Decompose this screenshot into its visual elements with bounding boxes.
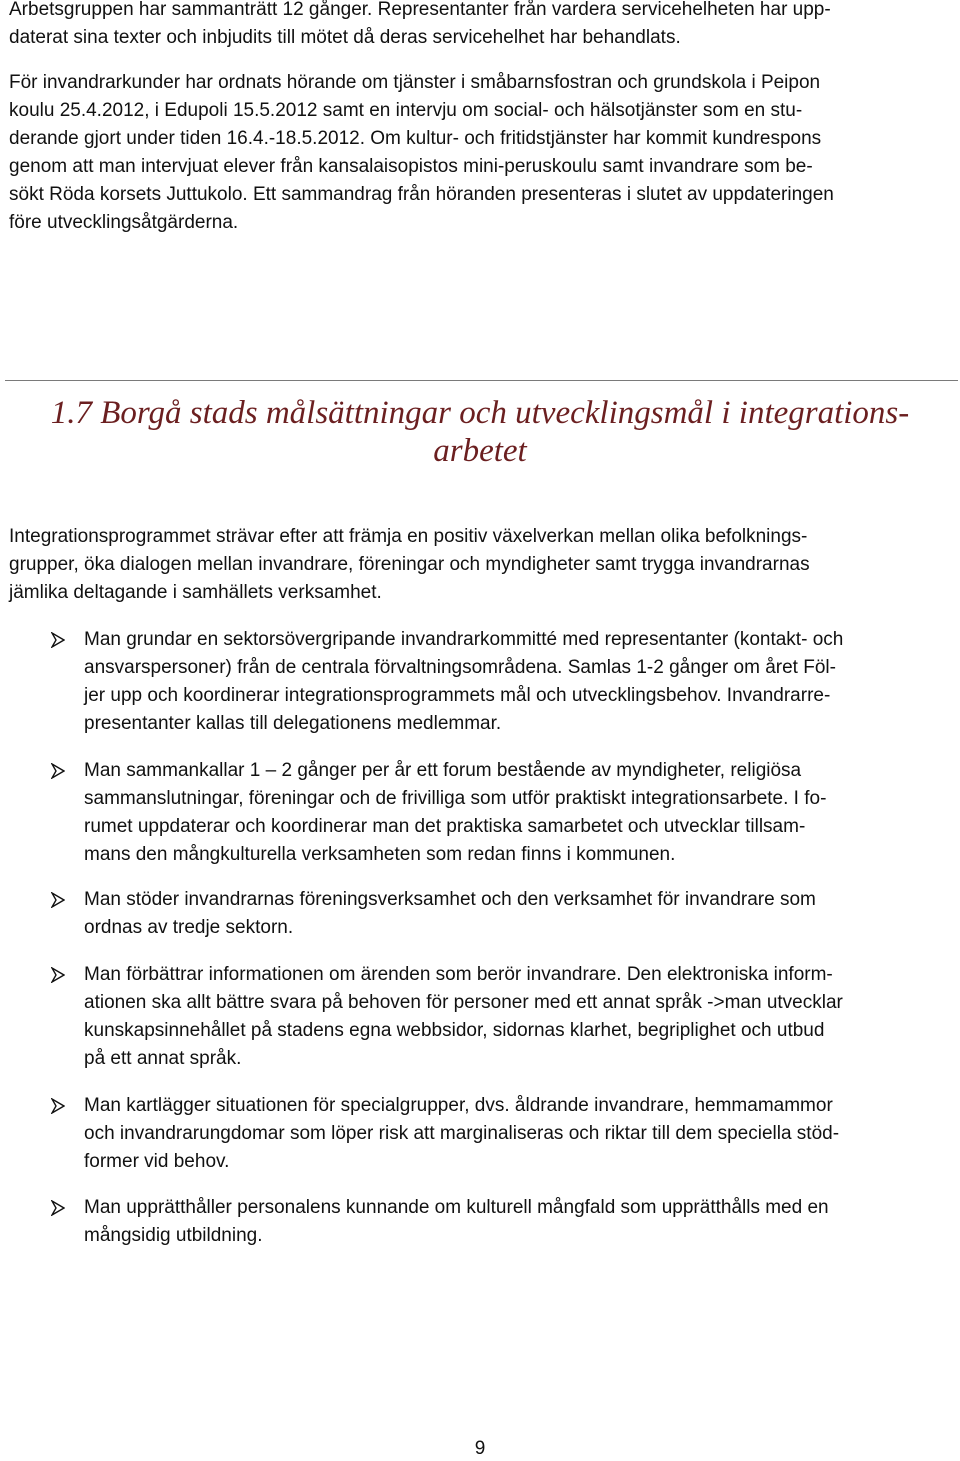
text-line: ationen ska allt bättre svara på behoven för personer med ett annat språk ->man utvecklar xyxy=(84,992,843,1013)
text-line: Integrationsprogrammet strävar efter att främja en positiv växelverkan mellan olika befolknings- xyxy=(9,526,808,547)
text-line: kunskapsinnehållet på stadens egna webbsidor, sidornas klarhet, begriplighet och utbud xyxy=(84,1020,825,1041)
text-line: Man kartlägger situationen för specialgrupper, dvs. åldrande invandrare, hemmamammor xyxy=(84,1095,833,1116)
arrowhead-bullet-icon xyxy=(51,763,65,779)
text-line: mångsidig utbildning. xyxy=(84,1225,263,1246)
heading-line: 1.7 Borgå stads målsättningar och utvecklingsmål i integrations- xyxy=(50,395,910,431)
text-line: ansvarspersoner) från de centrala förvaltningsområdena. Samlas 1-2 gånger om året Föl- xyxy=(84,657,836,678)
intro-paragraph-1 xyxy=(9,0,954,52)
arrowhead-bullet-icon xyxy=(51,1098,65,1114)
list-item-text xyxy=(84,1194,956,1250)
text-line: Arbetsgruppen har sammanträtt 12 gånger. Representanter från vardera servicehelheten har upp- xyxy=(9,0,831,20)
text-line: Man förbättrar informationen om ärenden som berör invandrare. Den elektroniska inform- xyxy=(84,964,833,985)
text-line: och invandrarungdomar som löper risk att marginaliseras och riktar till dem speciella stöd- xyxy=(84,1123,840,1144)
text-line: jämlika deltagande i samhällets verksamhet. xyxy=(9,582,382,603)
text-line: rumet uppdaterar och koordinerar man det praktiska samarbetet och utvecklar tillsam- xyxy=(84,816,806,837)
text-line: på ett annat språk. xyxy=(84,1048,242,1069)
list-item-text xyxy=(84,626,956,738)
arrowhead-bullet-icon xyxy=(51,1200,65,1216)
text-line: koulu 25.4.2012, i Edupoli 15.5.2012 samt en intervju om social- och hälsotjänster som en stu- xyxy=(9,100,803,121)
arrowhead-bullet-icon xyxy=(51,632,65,648)
section-divider xyxy=(5,380,958,381)
list-item-text xyxy=(84,886,956,942)
heading-line: arbetet xyxy=(433,433,527,469)
text-line: sökt Röda korsets Juttukolo. Ett sammandrag från höranden presenteras i slutet av uppdateringen xyxy=(9,184,834,205)
text-line: jer upp och koordinerar integrationsprogrammets mål och utvecklingsbehov. Invandrarre- xyxy=(84,685,831,706)
arrowhead-bullet-icon xyxy=(51,967,65,983)
text-line: derande gjort under tiden 16.4.-18.5.2012. Om kultur- och fritidstjänster har kommit kundrespons xyxy=(9,128,822,149)
text-line: Man upprätthåller personalens kunnande om kulturell mångfald som upprätthålls med en xyxy=(84,1197,829,1218)
page-number: 9 xyxy=(474,1438,486,1459)
text-line: sammanslutningar, föreningar och de frivilliga som utför praktiskt integrationsarbete. I fo- xyxy=(84,788,827,809)
text-line: före utvecklingsåtgärderna. xyxy=(9,212,239,233)
text-line: mans den mångkulturella verksamheten som redan finns i kommunen. xyxy=(84,844,676,865)
section-heading xyxy=(0,394,960,470)
text-line: daterat sina texter och inbjudits till mötet då deras servicehelhet har behandlats. xyxy=(9,27,681,48)
text-line: Man sammankallar 1 – 2 gånger per år ett forum bestående av myndigheter, religiösa xyxy=(84,760,802,781)
text-line: ordnas av tredje sektorn. xyxy=(84,917,294,938)
list-item-text xyxy=(84,1092,956,1176)
text-line: presentanter kallas till delegationens medlemmar. xyxy=(84,713,502,734)
text-line: För invandrarkunder har ordnats hörande om tjänster i småbarnsfostran och grundskola i Peipon xyxy=(9,72,821,93)
intro-paragraph-2 xyxy=(9,69,954,237)
text-line: genom att man intervjuat elever från kansalaisopistos mini-peruskoulu samt invandrare som be- xyxy=(9,156,813,177)
body-paragraph xyxy=(9,523,954,607)
text-line: grupper, öka dialogen mellan invandrare, föreningar och myndigheter samt trygga invandrarnas xyxy=(9,554,810,575)
list-item-text xyxy=(84,961,956,1073)
text-line: former vid behov. xyxy=(84,1151,230,1172)
text-line: Man stöder invandrarnas föreningsverksamhet och den verksamhet för invandrare som xyxy=(84,889,816,910)
arrowhead-bullet-icon xyxy=(51,892,65,908)
text-line: Man grundar en sektorsövergripande invandrarkommitté med representanter (kontakt- och xyxy=(84,629,844,650)
list-item-text xyxy=(84,757,956,869)
